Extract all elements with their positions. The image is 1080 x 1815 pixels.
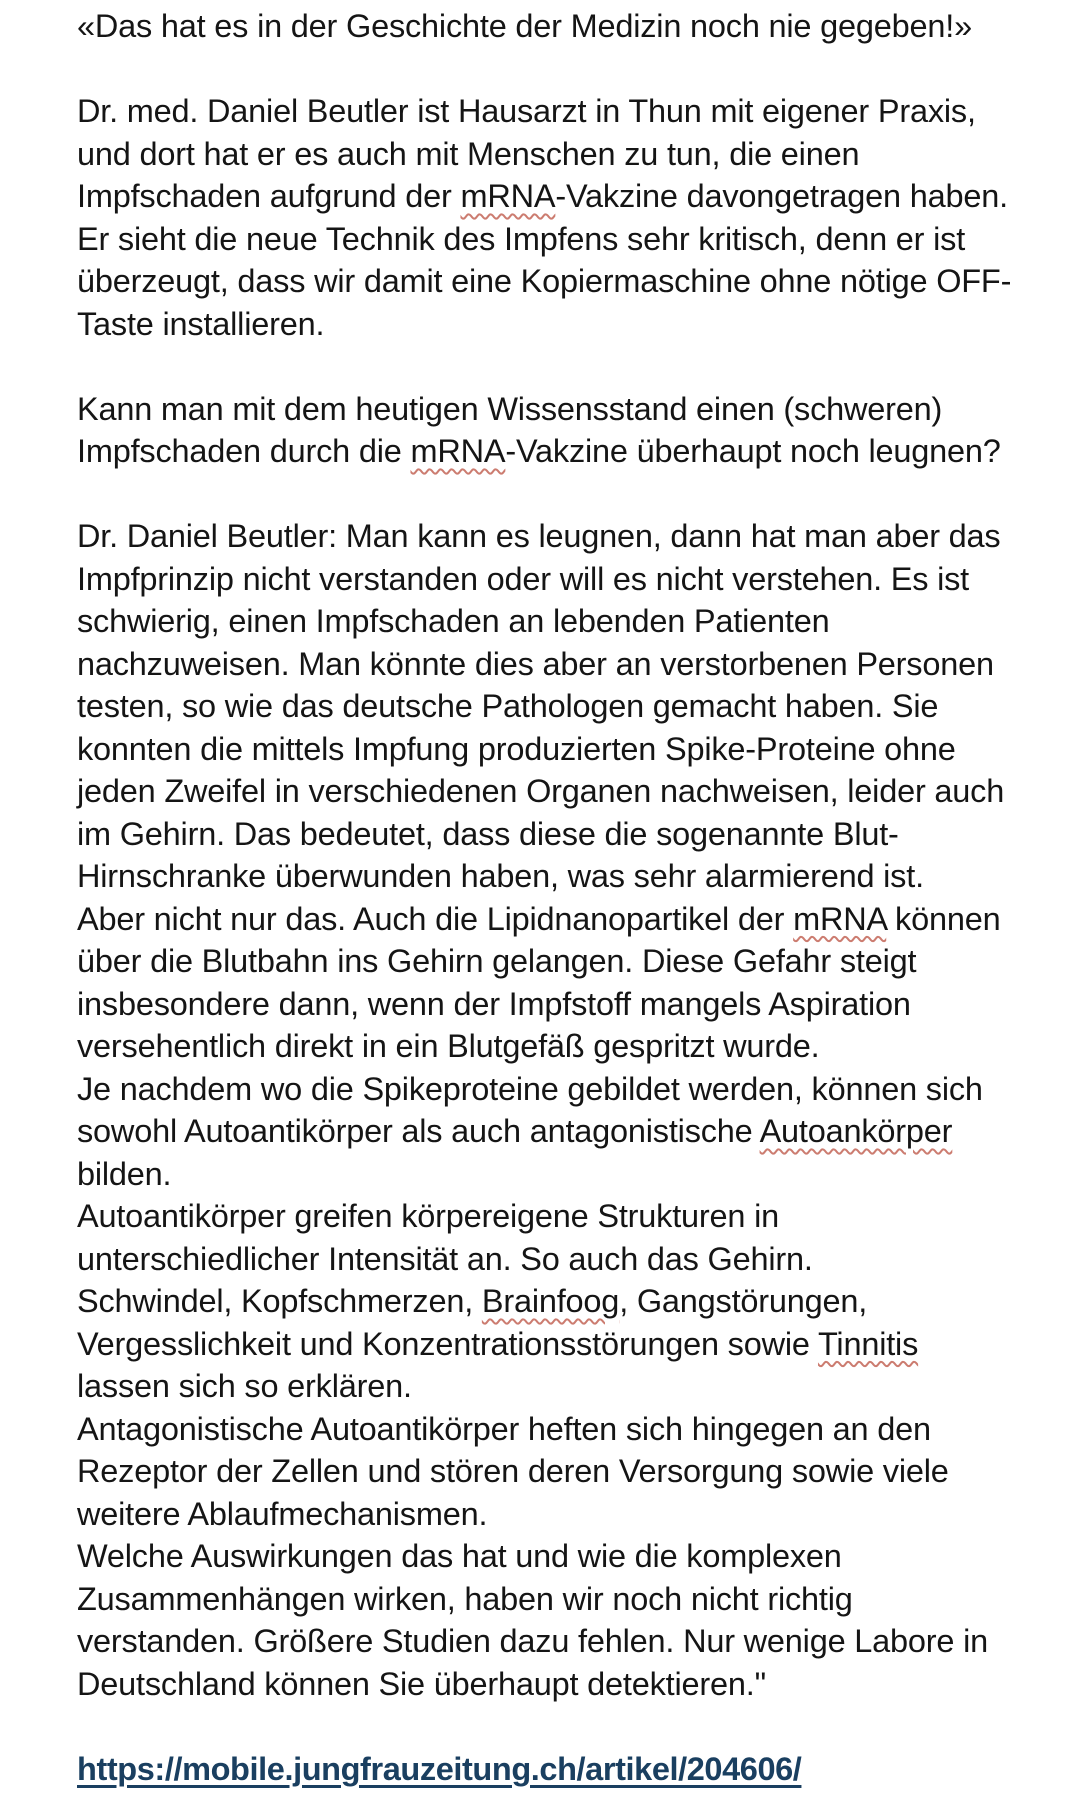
text-line (77, 5, 1052, 48)
text-line (77, 855, 1052, 898)
text-line (77, 133, 1052, 176)
text-line (77, 303, 1052, 346)
misspelled-word: mRNA (793, 900, 887, 937)
text-line (77, 1068, 1052, 1111)
text-line (77, 1025, 1052, 1068)
text-line (77, 643, 1052, 686)
text-line (77, 1280, 1052, 1323)
text-line (77, 770, 1052, 813)
text-line (77, 1535, 1052, 1578)
text-line (77, 1110, 1052, 1153)
text-line (77, 1323, 1052, 1366)
text-line (77, 90, 1052, 133)
text-segment: überzeugt, dass wir damit eine Kopiermaschine ohne nötige OFF- (77, 263, 1012, 299)
text-segment: -Vakzine überhaupt noch leugnen? (505, 433, 1001, 469)
text-line (77, 515, 1052, 558)
text-segment: weitere Ablaufmechanismen. (77, 1495, 488, 1532)
text-segment: schwierig, einen Impfschaden an lebenden Patienten (77, 603, 830, 639)
text-segment: Hirnschranke überwunden haben, was sehr alarmierend ist. (77, 858, 924, 894)
text-line (77, 728, 1052, 771)
text-segment: Deutschland können Sie überhaupt detektieren." (77, 1665, 766, 1702)
text-segment: Er sieht die neue Technik des Impfens sehr kritisch, denn er ist (77, 220, 966, 257)
misspelled-word: Autoankörper (759, 1113, 953, 1149)
text-segment: Welche Auswirkungen das hat und wie die komplexen (77, 1538, 842, 1574)
text-segment: Zusammenhängen wirken, haben wir noch nicht richtig (77, 1580, 853, 1617)
text-segment: verstanden. Größere Studien dazu fehlen. Nur wenige Labore in (77, 1623, 989, 1659)
text-segment: Schwindel, Kopfschmerzen, (77, 1283, 482, 1319)
text-line (77, 940, 1052, 983)
misspelled-word: mRNA (410, 433, 506, 469)
text-line (77, 1365, 1052, 1408)
text-segment: Aber nicht nur das. Auch die Lipidnanopartikel der (77, 900, 794, 937)
paragraph-headline-quote (77, 5, 1052, 48)
text-line (77, 430, 1052, 473)
text-segment: lassen sich so erklären. (77, 1368, 412, 1404)
text-segment: nachzuweisen. Man könnte dies aber an verstorbenen Personen (77, 645, 994, 682)
paragraph-list (77, 5, 1052, 1705)
text-segment: Rezeptor der Zellen und stören deren Versorgung sowie viele (77, 1453, 949, 1489)
text-segment: -Vakzine davongetragen haben. (555, 178, 1008, 214)
text-segment: im Gehirn. Das bedeutet, dass diese die sogenannte Blut- (77, 815, 899, 852)
text-line (77, 1493, 1052, 1536)
text-line (77, 1620, 1052, 1663)
misspelled-word: Brainfoog (481, 1283, 620, 1319)
text-line (77, 1238, 1052, 1281)
paragraph-intro (77, 90, 1052, 345)
text-segment: Impfschaden durch die (77, 433, 411, 469)
text-segment: Impfprinzip nicht verstanden oder will es nicht verstehen. Es ist (77, 560, 970, 597)
text-line (77, 813, 1052, 856)
misspelled-word: mRNA (460, 178, 556, 214)
text-segment: Dr. Daniel Beutler: Man kann es leugnen, dann hat man aber das (77, 518, 1001, 554)
text-line (77, 1408, 1052, 1451)
text-segment: insbesondere dann, wenn der Impfstoff mangels Aspiration (77, 985, 911, 1022)
text-segment: Kann man mit dem heutigen Wissensstand einen (schweren) (77, 390, 943, 427)
text-segment: Dr. med. Daniel Beutler ist Hausarzt in Thun mit eigener Praxis, (77, 93, 976, 129)
text-segment: Je nachdem wo die Spikeproteine gebildet werden, können sich (77, 1070, 983, 1107)
text-segment: jeden Zweifel in verschiedenen Organen nachweisen, leider auch (77, 773, 1005, 809)
text-line (77, 600, 1052, 643)
text-line (77, 175, 1052, 218)
text-segment: bilden. (77, 1155, 172, 1192)
text-line (77, 218, 1052, 261)
text-segment: Autoantikörper greifen körpereigene Strukturen in (77, 1198, 780, 1234)
text-segment: können (886, 900, 1001, 937)
text-segment: über die Blutbahn ins Gehirn gelangen. Diese Gefahr steigt (77, 943, 917, 979)
text-segment: versehentlich direkt in ein Blutgefäß gespritzt wurde. (77, 1028, 820, 1064)
text-line (77, 1663, 1052, 1706)
paragraph-interview-question (77, 388, 1052, 473)
text-segment: testen, so wie das deutsche Pathologen gemacht haben. Sie (77, 688, 939, 724)
text-line (77, 388, 1052, 431)
text-line (77, 685, 1052, 728)
text-segment: Taste installieren. (77, 305, 325, 342)
text-segment: konnten die mittels Impfung produzierten Spike-Proteine ohne (77, 730, 956, 767)
text-segment: , Gangstörungen, (619, 1283, 868, 1319)
text-line (77, 983, 1052, 1026)
text-segment: und dort hat er es auch mit Menschen zu tun, die einen (77, 135, 860, 172)
text-line (77, 1450, 1052, 1493)
text-line (77, 1195, 1052, 1238)
text-segment: unterschiedlicher Intensität an. So auch das Gehirn. (77, 1240, 813, 1277)
paragraph-interview-answer (77, 515, 1052, 1705)
link-paragraph (77, 1748, 1052, 1791)
text-line (77, 1578, 1052, 1621)
text-segment: «Das hat es in der Geschichte der Medizin noch nie gegeben!» (77, 8, 972, 44)
article-link[interactable]: https://mobile.jungfrauzeitung.ch/artikel/204606/ (77, 1750, 802, 1787)
text-line (77, 558, 1052, 601)
text-line (77, 898, 1052, 941)
text-segment: Antagonistische Autoantikörper heften sich hingegen an den (77, 1410, 931, 1447)
text-line (77, 260, 1052, 303)
text-segment: Vergesslichkeit und Konzentrationsstörungen sowie (77, 1325, 818, 1362)
text-segment: Impfschaden aufgrund der (77, 178, 461, 214)
text-segment: sowohl Autoantikörper als auch antagonistische (77, 1113, 760, 1149)
text-line (77, 1153, 1052, 1196)
misspelled-word: Tinnitis (817, 1325, 919, 1362)
